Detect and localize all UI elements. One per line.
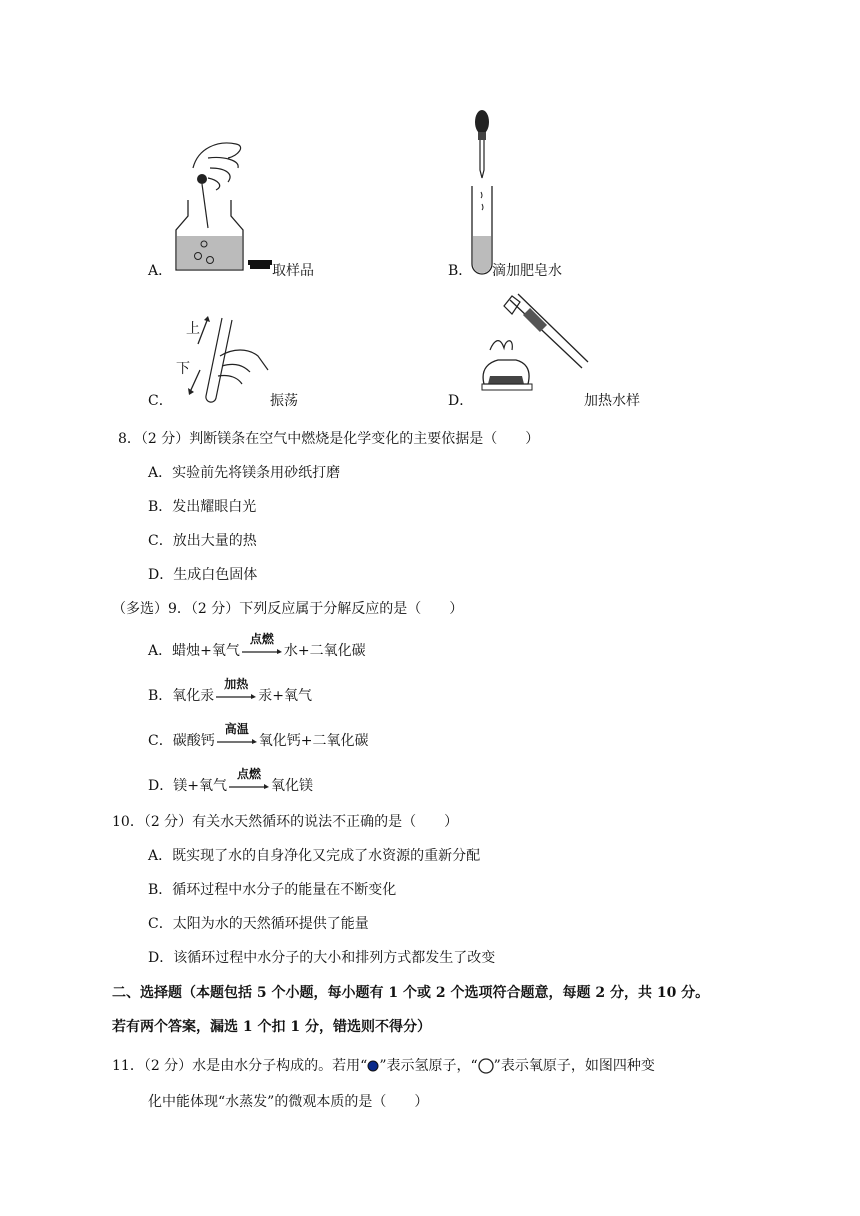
q9-option-b-reactants: 氧化汞	[172, 688, 215, 704]
section-2-heading-line2: 若有两个答案，漏选 1 个扣 1 分，错选则不得分）	[112, 1019, 431, 1035]
q9-option-b	[148, 677, 313, 705]
q11-stem-line2: 化中能体现“水蒸发”的微观本质的是（ ）	[148, 1094, 429, 1110]
q9-option-b-letter: B．	[148, 688, 173, 704]
q8-option-d: D．生成白色固体	[148, 567, 258, 583]
reaction-arrow	[227, 767, 271, 794]
reaction-condition: 高温	[224, 722, 249, 736]
q9-option-d	[148, 767, 313, 795]
reaction-arrow	[240, 632, 284, 659]
q9-option-a-reactants: 蜡烛+氧气	[172, 643, 240, 659]
q7-option-a-letter: A．	[148, 263, 173, 279]
q10-option-b: B．循环过程中水分子的能量在不断变化	[148, 882, 397, 898]
q7-option-a-caption: 取样品	[272, 263, 314, 279]
q9-stem: （多选）9．（2 分）下列反应属于分解反应的是（ ）	[112, 601, 464, 617]
reaction-condition: 点燃	[236, 767, 261, 781]
oxygen-atom-icon	[478, 1058, 494, 1074]
reaction-condition: 点燃	[249, 632, 274, 646]
q9-option-d-letter: D．	[148, 778, 174, 794]
q7-option-d-caption: 加热水样	[584, 393, 640, 409]
q9-option-a	[148, 632, 366, 660]
q7-option-c-letter: C．	[148, 393, 173, 409]
q7-option-d-letter: D．	[448, 393, 474, 409]
figure-d-heating	[470, 292, 590, 407]
q11-text-3: ”表示氧原子，如图四种变	[493, 1058, 655, 1074]
q8-option-b: B．发出耀眼白光	[148, 499, 257, 515]
q7-option-c	[148, 390, 173, 410]
q7-option-c-caption: 振荡	[270, 393, 298, 409]
q10-stem: 10．（2 分）有关水天然循环的说法不正确的是（ ）	[112, 814, 459, 830]
q7-option-d	[448, 390, 473, 410]
q11-text-2: ”表示氢原子，“	[379, 1058, 478, 1074]
q11-text-1: 11．（2 分）水是由水分子构成的。若用“	[112, 1058, 368, 1074]
q7-option-b-caption: 滴加肥皂水	[492, 263, 562, 279]
arrow-up-label: 上	[186, 321, 200, 337]
q9-option-a-letter: A．	[148, 643, 173, 659]
q9-option-d-reactants: 镁+氧气	[173, 778, 227, 794]
q10-option-d: D．该循环过程中水分子的大小和排列方式都发生了改变	[148, 950, 496, 966]
figure-b-dropper	[462, 108, 502, 278]
q7-option-b-letter: B．	[448, 263, 473, 279]
q10-option-a: A．既实现了水的自身净化又完成了水资源的重新分配	[148, 848, 481, 864]
q9-option-b-products: 汞+氧气	[258, 688, 313, 704]
q7-option-b	[448, 260, 472, 280]
q11-stem-line1	[112, 1055, 655, 1075]
q9-option-c-letter: C．	[148, 733, 173, 749]
q9-option-c	[148, 722, 369, 750]
reaction-condition: 加热	[224, 677, 249, 691]
reaction-arrow	[214, 677, 258, 704]
arrow-down-label: 下	[176, 361, 190, 377]
hydrogen-atom-icon	[367, 1060, 379, 1072]
reaction-arrow	[215, 722, 259, 749]
q7-option-a	[148, 260, 172, 280]
q9-option-c-reactants: 碳酸钙	[172, 733, 215, 749]
q9-option-a-products: 水+二氧化碳	[283, 643, 366, 659]
q8-stem: 8．（2 分）判断镁条在空气中燃烧是化学变化的主要依据是（ ）	[118, 431, 540, 447]
q8-option-a: A．实验前先将镁条用砂纸打磨	[148, 465, 341, 481]
section-2-heading-line1: 二、选择题（本题包括 5 个小题，每小题有 1 个或 2 个选项符合题意，每题 2 分，共 10 分。	[112, 985, 710, 1001]
q9-option-c-products: 氧化钙+二氧化碳	[258, 733, 369, 749]
q9-option-d-products: 氧化镁	[270, 778, 313, 794]
q10-option-c: C．太阳为水的天然循环提供了能量	[148, 916, 369, 932]
figure-a-sampling	[168, 138, 278, 278]
q8-option-c: C．放出大量的热	[148, 533, 257, 549]
